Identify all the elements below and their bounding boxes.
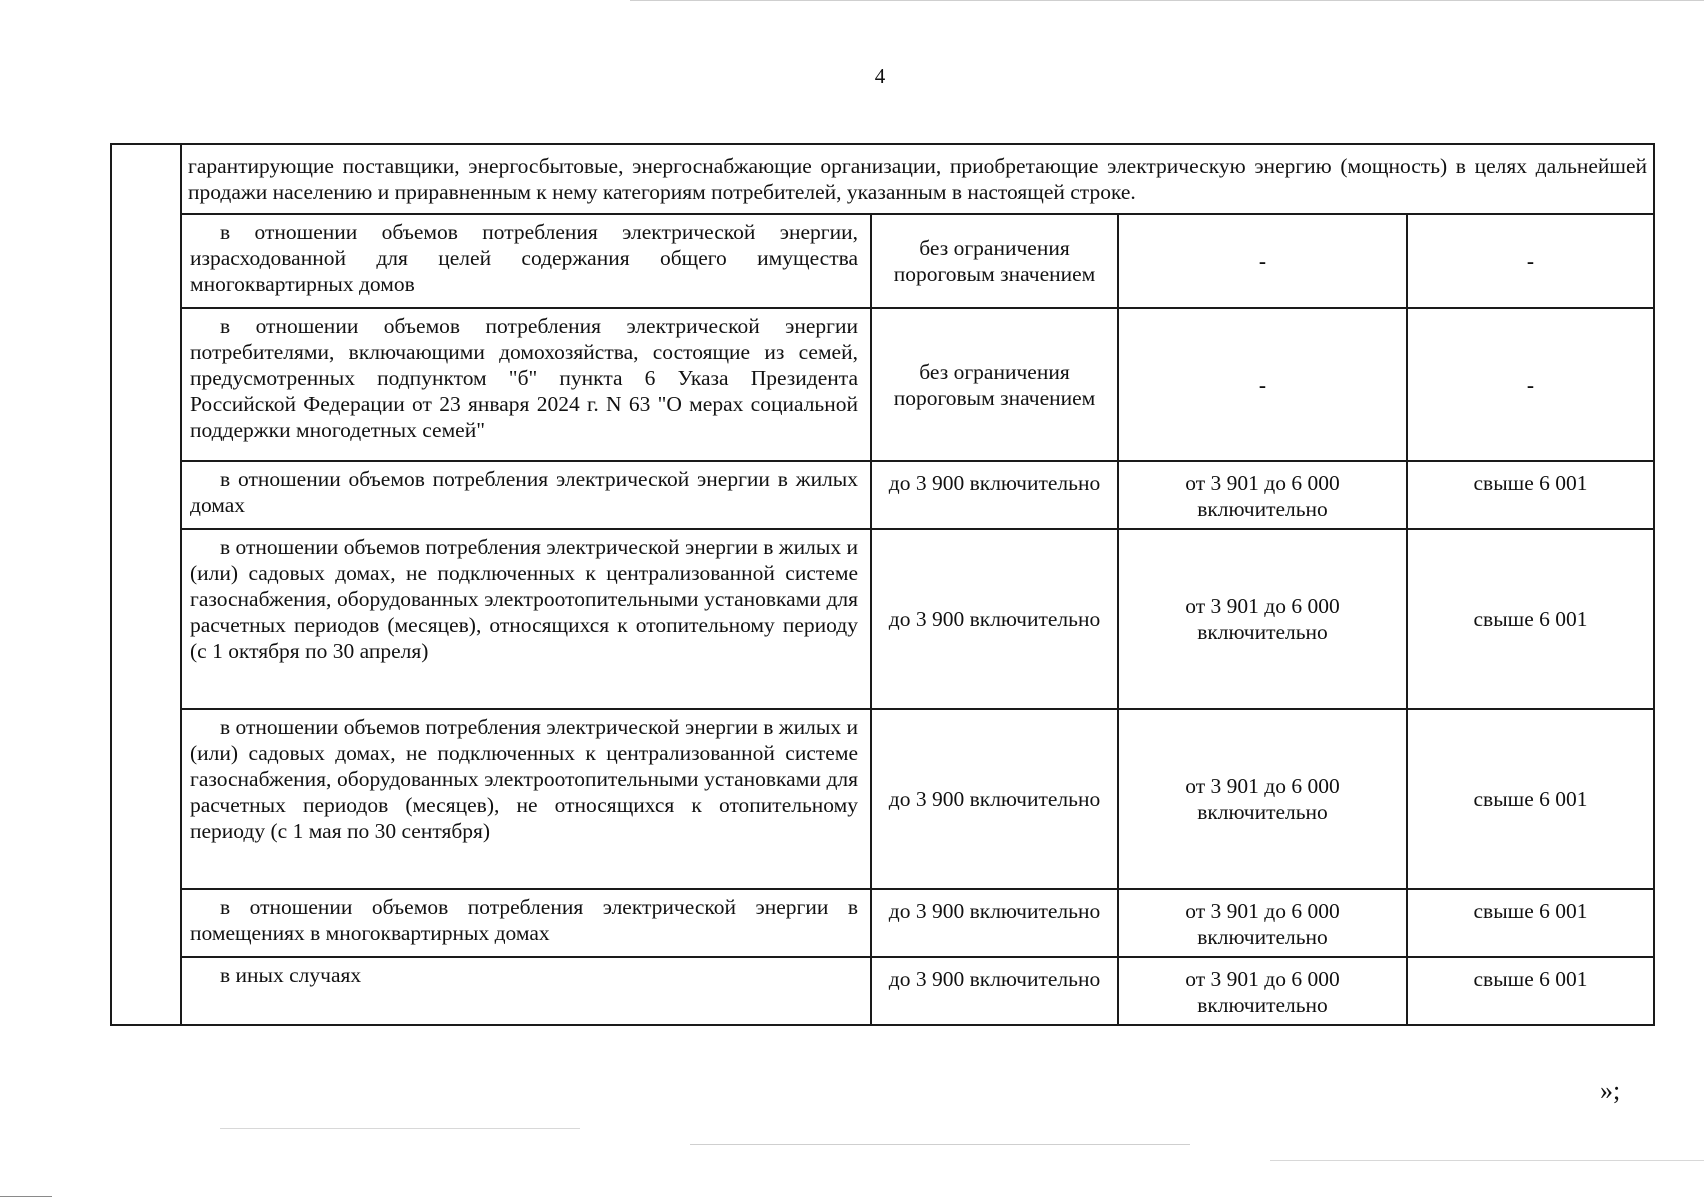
table-row bbox=[111, 889, 1654, 957]
threshold-col2: от 3 901 до 6 000 включительно bbox=[1118, 889, 1407, 957]
threshold-col3: свыше 6 001 bbox=[1407, 889, 1654, 957]
threshold-col1: до 3 900 включительно bbox=[871, 529, 1118, 709]
table-row bbox=[111, 461, 1654, 529]
row-description: в отношении объемов потребления электрической энергии, израсходованной для целей содержания общего имущества многоквартирных домов bbox=[181, 214, 871, 308]
table-header-row bbox=[111, 144, 1654, 214]
closing-quote-mark: »; bbox=[1600, 1076, 1621, 1105]
threshold-col1: без ограничения пороговым значением bbox=[871, 308, 1118, 461]
row-description: в отношении объемов потребления электрической энергии в жилых домах bbox=[181, 461, 871, 529]
threshold-col2: от 3 901 до 6 000 включительно bbox=[1118, 709, 1407, 889]
threshold-col2: - bbox=[1118, 308, 1407, 461]
scan-artifact-line bbox=[0, 1196, 52, 1197]
header-text-cell: гарантирующие поставщики, энергосбытовые, энергоснабжающие организации, приобретающие электрическую энергию (мощность) в целях дальнейшей продажи населению и приравненным к нему категориям потребителей, указанным в настоящей строке. bbox=[181, 144, 1654, 214]
table-row bbox=[111, 957, 1654, 1025]
threshold-col1: до 3 900 включительно bbox=[871, 709, 1118, 889]
threshold-col3: - bbox=[1407, 308, 1654, 461]
table-row bbox=[111, 709, 1654, 889]
threshold-col3: - bbox=[1407, 214, 1654, 308]
threshold-col3: свыше 6 001 bbox=[1407, 957, 1654, 1025]
table-row bbox=[111, 214, 1654, 308]
row-description: в иных случаях bbox=[181, 957, 871, 1025]
scan-artifact-line bbox=[630, 0, 1704, 1]
scan-artifact-line bbox=[220, 1128, 580, 1129]
table-row bbox=[111, 308, 1654, 461]
row-description: в отношении объемов потребления электрической энергии в жилых и (или) садовых домах, не подключенных к централизованной системе газоснабжения, оборудованных электроотопительными установками для расчетных периодов (месяцев), не относящихся к отопительному периоду (с 1 мая по 30 сентября) bbox=[181, 709, 871, 889]
row-number-cell bbox=[111, 144, 181, 1025]
threshold-col2: - bbox=[1118, 214, 1407, 308]
scan-artifact-line bbox=[1270, 1160, 1704, 1161]
threshold-col3: свыше 6 001 bbox=[1407, 709, 1654, 889]
row-description: в отношении объемов потребления электрической энергии потребителями, включающими домохозяйства, состоящие из семей, предусмотренных подпунктом "б" пункта 6 Указа Президента Российской Федерации от 23 января 2024 г. N 63 "О мерах социальной поддержки многодетных семей" bbox=[181, 308, 871, 461]
threshold-col3: свыше 6 001 bbox=[1407, 461, 1654, 529]
threshold-col1: до 3 900 включительно bbox=[871, 461, 1118, 529]
threshold-col1: до 3 900 включительно bbox=[871, 957, 1118, 1025]
scan-artifact-line bbox=[690, 1144, 1190, 1145]
row-description: в отношении объемов потребления электрической энергии в помещениях в многоквартирных домах bbox=[181, 889, 871, 957]
tariff-table bbox=[110, 143, 1653, 1026]
threshold-col2: от 3 901 до 6 000 включительно bbox=[1118, 461, 1407, 529]
threshold-col3: свыше 6 001 bbox=[1407, 529, 1654, 709]
threshold-col2: от 3 901 до 6 000 включительно bbox=[1118, 957, 1407, 1025]
threshold-col1: без ограничения пороговым значением bbox=[871, 214, 1118, 308]
row-description: в отношении объемов потребления электрической энергии в жилых и (или) садовых домах, не подключенных к централизованной системе газоснабжения, оборудованных электроотопительными установками для расчетных периодов (месяцев), относящихся к отопительному периоду (с 1 октября по 30 апреля) bbox=[181, 529, 871, 709]
page-number: 4 bbox=[874, 64, 886, 88]
threshold-col1: до 3 900 включительно bbox=[871, 889, 1118, 957]
table-row bbox=[111, 529, 1654, 709]
threshold-col2: от 3 901 до 6 000 включительно bbox=[1118, 529, 1407, 709]
